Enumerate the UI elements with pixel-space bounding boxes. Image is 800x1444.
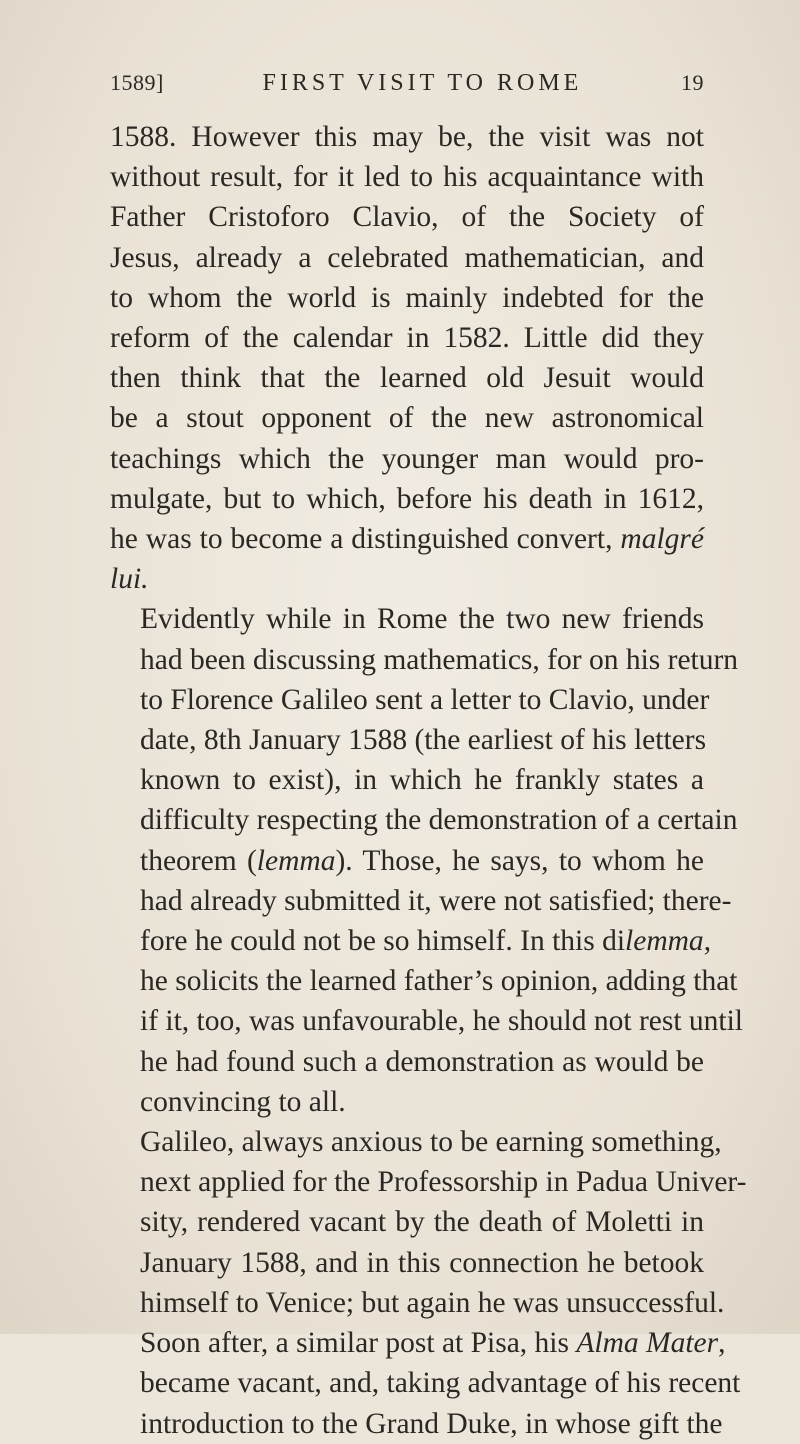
- paragraph-1: [110, 117, 704, 599]
- text-line: next applied for the Professorship in Padua Univer-: [140, 1166, 747, 1199]
- text-line: he was to become a distinguished convert, malgré: [110, 523, 704, 556]
- text-line: became vacant, and, taking advantage of his recent: [140, 1367, 741, 1400]
- text-line: introduction to the Grand Duke, in whose gift the: [140, 1407, 723, 1440]
- paragraph-3: [110, 1122, 747, 1444]
- text-line: January 1588, and in this connection he betook: [140, 1246, 704, 1279]
- text-line: date, 8th January 1588 (the earliest of his letters: [140, 724, 707, 757]
- paragraph-2: [110, 599, 744, 1122]
- text-line: 1588. However this may be, the visit was not: [110, 121, 704, 153]
- text-line: fore he could not be so himself. In this dilemma,: [140, 925, 712, 958]
- running-head: [110, 70, 704, 97]
- text-line: he had found such a demonstration as would be: [140, 1045, 704, 1078]
- text-line: teachings which the younger man would pro-: [110, 442, 704, 475]
- text-line: reform of the calendar in 1582. Little did they: [110, 322, 704, 355]
- text-line: be a stout opponent of the new astronomical: [110, 402, 704, 435]
- text-line: difficulty respecting the demonstration of a certain: [140, 804, 738, 837]
- text-line: to Florence Galileo sent a letter to Clavio, under: [140, 683, 710, 716]
- text-line: if it, too, was unfavourable, he should not rest until: [140, 1005, 744, 1038]
- text-line: had already submitted it, were not satisfied; there-: [140, 884, 732, 917]
- text-line: sity, rendered vacant by the death of Moletti in: [140, 1206, 704, 1239]
- running-head-title: FIRST VISIT TO ROME: [262, 70, 583, 96]
- text-line: theorem (lemma). Those, he says, to whom he: [140, 844, 704, 877]
- text-line: Father Cristoforo Clavio, of the Society of: [110, 201, 704, 234]
- text-line: Galileo, always anxious to be earning something,: [140, 1126, 722, 1159]
- text-line: to whom the world is mainly indebted for the: [110, 281, 704, 314]
- text-line: himself to Venice; but again he was unsuccessful.: [140, 1286, 725, 1319]
- text-line: Evidently while in Rome the two new friends: [140, 603, 704, 636]
- text-line: Jesus, already a celebrated mathematician, and: [110, 241, 704, 274]
- text-line: lui.: [110, 563, 149, 596]
- text-line: he solicits the learned father’s opinion, adding that: [140, 965, 738, 998]
- text-line: then think that the learned old Jesuit would: [110, 362, 704, 395]
- text-line: known to exist), in which he frankly states a: [140, 764, 704, 797]
- text-line: mulgate, but to which, before his death in 1612,: [110, 482, 704, 515]
- text-line: had been discussing mathematics, for on his return: [140, 643, 739, 676]
- text-line: convincing to all.: [140, 1085, 346, 1118]
- text-line: Soon after, a similar post at Pisa, his Alma Mater,: [140, 1327, 726, 1360]
- running-head-year: 1589]: [110, 70, 164, 95]
- page-number: 19: [680, 70, 704, 95]
- text-line: without result, for it led to his acquaintance with: [110, 161, 704, 194]
